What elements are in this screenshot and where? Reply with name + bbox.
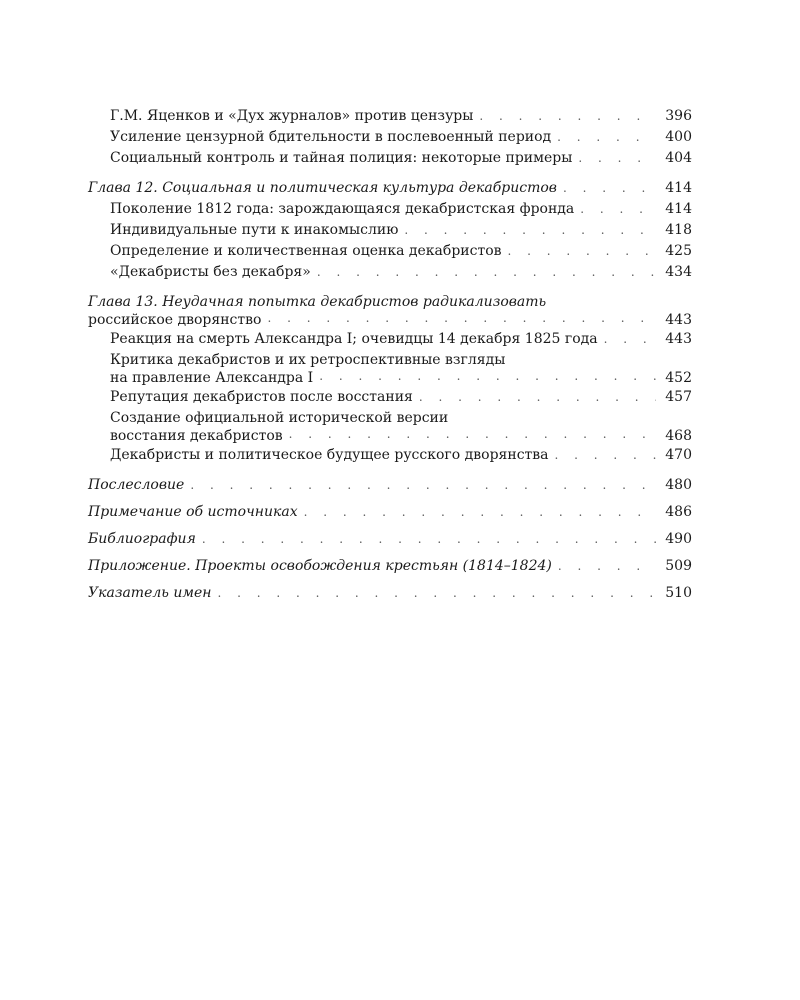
toc-entry-title-line-2: на правление Александра I	[110, 370, 314, 386]
toc-page-number: 396	[665, 108, 692, 124]
dot-leader	[319, 366, 656, 387]
toc-page-number: 510	[665, 585, 692, 601]
toc-page-number: 490	[665, 531, 692, 547]
toc-page-number: 470	[665, 447, 692, 463]
toc-page-number: 509	[665, 558, 692, 574]
section-title: Примечание об источниках	[88, 504, 298, 520]
toc-page-number: 480	[665, 477, 692, 493]
chapter-title-line-2: российское дворянство	[88, 312, 262, 328]
toc-entry-title: Декабристы и политическое будущее русского дворянства	[110, 447, 549, 463]
toc-chapter-12[interactable]	[88, 178, 692, 199]
toc-page-number: 443	[665, 312, 692, 328]
toc-entry-title-line-1: Критика декабристов и их ретроспективные взгляды	[110, 352, 506, 368]
toc-afterword[interactable]	[88, 475, 692, 496]
toc-entry-title: «Декабристы без декабря»	[110, 264, 311, 280]
dot-leader	[604, 329, 656, 350]
toc-chapter-13[interactable]	[88, 293, 692, 329]
toc-entry[interactable]	[88, 351, 692, 387]
toc-name-index[interactable]	[88, 583, 692, 604]
dot-leader	[289, 424, 656, 445]
toc-entry[interactable]	[88, 220, 692, 241]
dot-leader	[479, 106, 656, 127]
dot-leader	[202, 529, 656, 550]
table-of-contents	[88, 106, 692, 604]
toc-entry-title: Определение и количественная оценка декабристов	[110, 243, 502, 259]
toc-entry-title: Поколение 1812 года: зарождающаяся декабристская фронда	[110, 201, 575, 217]
chapter-title: Глава 12. Социальная и политическая культура декабристов	[88, 180, 557, 196]
toc-page-number: 434	[665, 264, 692, 280]
toc-page-number: 443	[665, 331, 692, 347]
toc-entry-title: Г.М. Яценков и «Дух журналов» против цензуры	[110, 108, 474, 124]
section-title: Послесловие	[88, 477, 185, 493]
toc-appendix[interactable]	[88, 556, 692, 577]
dot-leader	[190, 475, 656, 496]
toc-page-number: 452	[665, 370, 692, 386]
toc-page-number: 404	[665, 150, 692, 166]
section-title: Библиография	[88, 531, 196, 547]
toc-entry[interactable]	[88, 127, 692, 148]
toc-page-number: 418	[665, 222, 692, 238]
toc-entry-title: Репутация декабристов после восстания	[110, 389, 413, 405]
toc-entry-title: Социальный контроль и тайная полиция: некоторые примеры	[110, 150, 573, 166]
toc-entry-title-line-1: Создание официальной исторической версии	[110, 410, 449, 426]
dot-leader	[267, 308, 656, 329]
toc-entry[interactable]	[88, 241, 692, 262]
toc-page-number: 400	[665, 129, 692, 145]
toc-entry[interactable]	[88, 387, 692, 408]
toc-entry[interactable]	[88, 445, 692, 466]
toc-page-number: 468	[665, 428, 692, 444]
dot-leader	[578, 148, 656, 169]
chapter-title-line-1: Глава 13. Неудачная попытка декабристов радикализовать	[88, 294, 547, 310]
toc-entry[interactable]	[88, 199, 692, 220]
toc-entry[interactable]	[88, 106, 692, 127]
dot-leader	[304, 502, 656, 523]
dot-leader	[563, 178, 656, 199]
dot-leader	[404, 220, 656, 241]
toc-page-number: 486	[665, 504, 692, 520]
toc-entry[interactable]	[88, 409, 692, 445]
section-title: Указатель имен	[88, 585, 212, 601]
toc-entry[interactable]	[88, 262, 692, 283]
toc-entry[interactable]	[88, 148, 692, 169]
toc-entry-title: Усиление цензурной бдительности в послевоенный период	[110, 129, 552, 145]
section-title: Приложение. Проекты освобождения крестьян (1814–1824)	[88, 558, 552, 574]
toc-entry[interactable]	[88, 329, 692, 350]
toc-page-number: 425	[665, 243, 692, 259]
toc-bibliography[interactable]	[88, 529, 692, 550]
dot-leader	[217, 583, 656, 604]
toc-page-number: 414	[665, 201, 692, 217]
dot-leader	[558, 556, 656, 577]
toc-page-number: 457	[665, 389, 692, 405]
dot-leader	[317, 262, 656, 283]
toc-entry-title: Индивидуальные пути к инакомыслию	[110, 222, 399, 238]
dot-leader	[508, 241, 656, 262]
toc-sources-note[interactable]	[88, 502, 692, 523]
dot-leader	[557, 127, 656, 148]
dot-leader	[580, 199, 656, 220]
toc-entry-title-line-2: восстания декабристов	[110, 428, 283, 444]
toc-page-number: 414	[665, 180, 692, 196]
dot-leader	[419, 387, 656, 408]
toc-entry-title: Реакция на смерть Александра I; очевидцы 14 декабря 1825 года	[110, 331, 598, 347]
dot-leader	[555, 445, 656, 466]
